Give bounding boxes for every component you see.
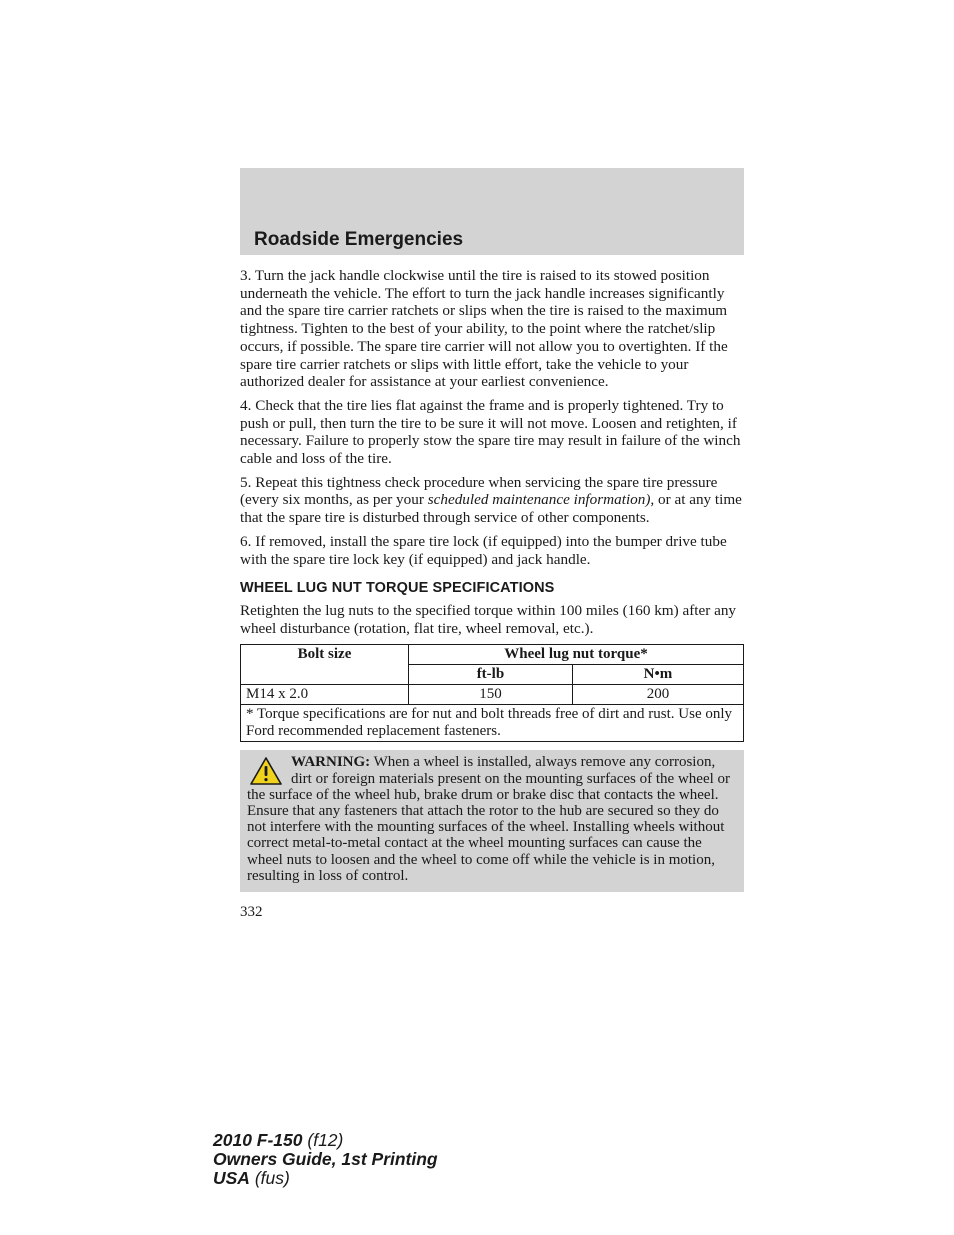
footer-guide: Owners Guide, 1st Printing	[213, 1149, 438, 1169]
step-5-paragraph	[240, 474, 744, 527]
page-content	[240, 267, 744, 922]
torque-intro-paragraph: Retighten the lug nuts to the specified torque within 100 miles (160 km) after any wheel disturbance (rotation, flat tire, wheel removal, etc.).	[240, 601, 737, 637]
step-5-reference: scheduled maintenance information),	[427, 491, 655, 509]
step-5-text-after: or at any time that the spare tire is disturbed through service of other components.	[240, 491, 742, 527]
nm-unit-header: N•m	[572, 665, 743, 685]
warning-box	[240, 750, 744, 892]
torque-section-heading: WHEEL LUG NUT TORQUE SPECIFICATIONS	[240, 580, 555, 597]
warning-text: When a wheel is installed, always remove any corrosion, dirt or foreign materials present on the mounting surfaces of the wheel or the surface of the wheel hub, brake drum or brake disc that contacts the wheel. Ensure that any fasteners that attach the rotor to the hub are secured so they do not interfere with the mounting surfaces of the wheel. Installing wheels without correct metal-to-metal contact at the wheel mounting surfaces can cause the wheel nuts to loosen and the wheel to come off while the vehicle is in motion, resulting in loss of control.	[247, 754, 731, 884]
section-title: Roadside Emergencies	[254, 229, 464, 250]
step-5-text-before: 5. Repeat this tightness check procedure when servicing the spare tire pressure (every six months, as per your	[240, 473, 718, 509]
page-number: 332	[240, 903, 263, 920]
section-header-band	[240, 168, 744, 255]
step-6-paragraph: 6. If removed, install the spare tire lock (if equipped) into the bumper drive tube with the spare tire lock key (if equipped) and jack handle.	[240, 532, 727, 568]
step-3-paragraph: 3. Turn the jack handle clockwise until the tire is raised to its stowed position underneath the vehicle. The effort to turn the jack handle increases significantly and the spare tire carrier ratchets or slips when the tire is raised to the maximum tightness. Tighten to the best of your ability, to the point where the ratchet/slip occurs, if possible. The spare tire carrier will not allow you to overtighten. If the spare tire carrier ratchets or slips with little effort, take the vehicle to your authorized dealer for assistance at your earliest convenience.	[240, 267, 728, 391]
bolt-size-cell: M14 x 2.0	[241, 685, 409, 705]
footer-market-code: (fus)	[249, 1168, 290, 1188]
warning-triangle-icon	[249, 756, 283, 786]
nm-value-cell: 200	[572, 685, 743, 705]
footer-model-code: (f12)	[302, 1130, 344, 1150]
table-row	[241, 685, 744, 705]
table-footnote: * Torque specifications are for nut and bolt threads free of dirt and rust. Use only Ford recommended replacement fasteners.	[241, 705, 744, 742]
torque-header: Wheel lug nut torque*	[409, 645, 744, 665]
ftlb-unit-header: ft-lb	[409, 665, 573, 685]
table-header-row	[241, 645, 744, 665]
step-4-paragraph: 4. Check that the tire lies flat against the frame and is properly tightened. Try to push or pull, then turn the tire to be sure it will not move. Loosen and retighten, if necessary. Failure to properly stow the spare tire may result in failure of the winch cable and loss of the tire.	[240, 396, 741, 468]
warning-label: WARNING:	[291, 754, 371, 771]
torque-spec-table	[240, 644, 744, 742]
footer-line-market	[213, 1169, 438, 1188]
footer-line-model	[213, 1131, 438, 1150]
bolt-size-header: Bolt size	[241, 645, 409, 685]
footer-model: 2010 F-150	[213, 1130, 303, 1150]
ftlb-value-cell: 150	[409, 685, 573, 705]
document-footer	[213, 1131, 438, 1188]
footer-market: USA	[213, 1168, 250, 1188]
table-footnote-row	[241, 705, 744, 742]
